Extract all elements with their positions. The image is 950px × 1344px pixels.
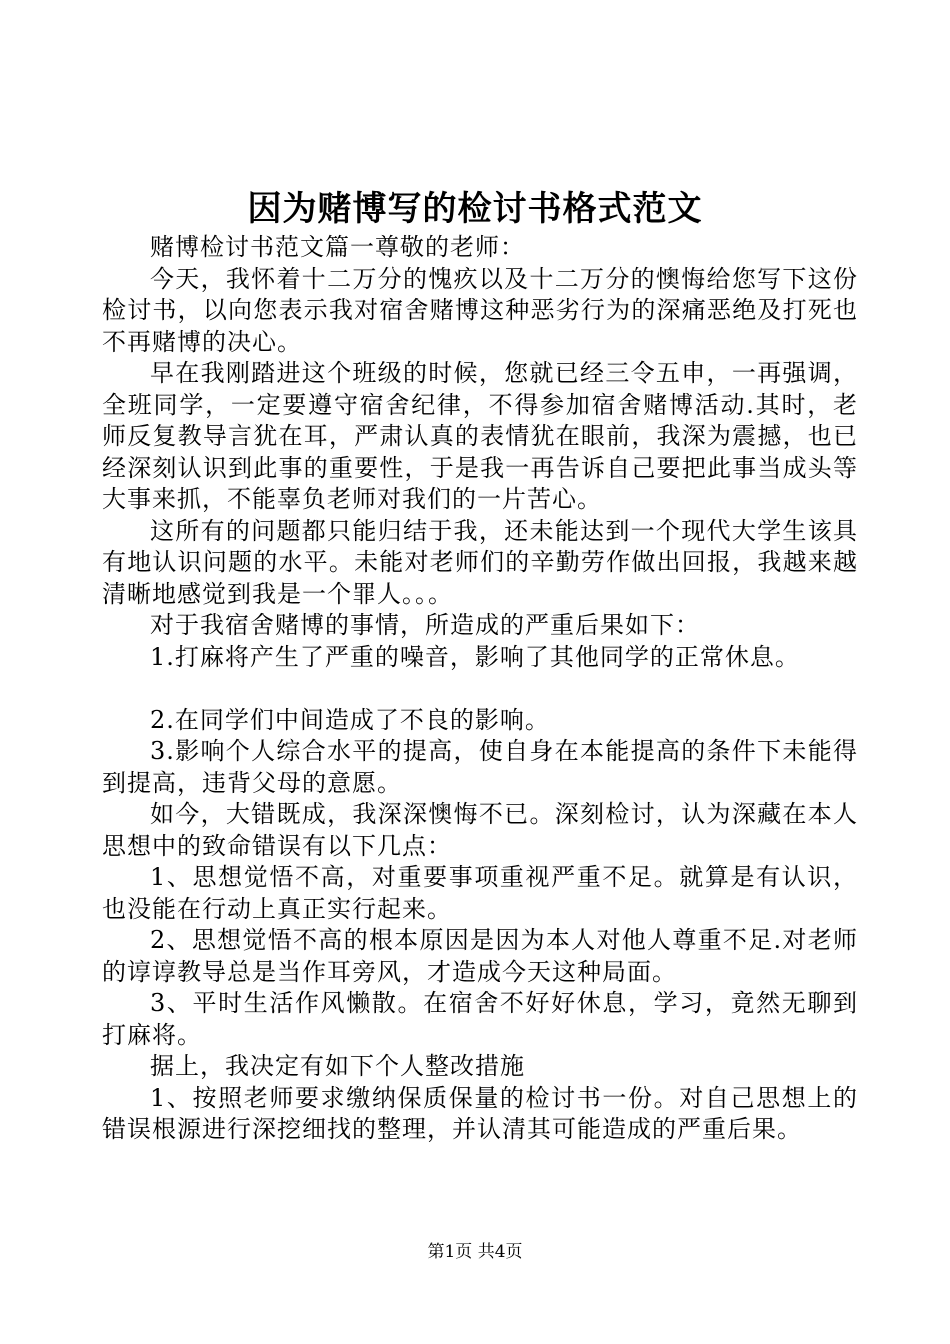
list-item: 3.影响个人综合水平的提高，使自身在本能提高的条件下未能得到提高，违背父母的意愿。	[102, 737, 858, 797]
paragraph: 据上，我决定有如下个人整改措施	[150, 1052, 525, 1080]
paragraph-salutation: 赌博检讨书范文篇一尊敬的老师：	[150, 233, 525, 261]
paragraph: 这所有的问题都只能归结于我，还未能达到一个现代大学生该具有地认识问题的水平。未能对老师们的辛勤劳作做出回报，我越来越清晰地感觉到我是一个罪人。。。	[102, 516, 858, 608]
list-item: 1、按照老师要求缴纳保质保量的检讨书一份。对自己思想上的错误根源进行深挖细找的整理，并认清其可能造成的严重后果。	[102, 1083, 858, 1143]
list-item: 1、思想觉悟不高，对重要事项重视严重不足。就算是有认识，也没能在行动上真正实行起来。	[102, 863, 858, 923]
list-item: 1.打麻将产生了严重的噪音，影响了其他同学的正常休息。	[150, 642, 800, 671]
document-title: 因为赌博写的检讨书格式范文	[247, 189, 703, 229]
page-indicator: 第1页 共4页	[427, 1242, 523, 1262]
paragraph: 今天，我怀着十二万分的愧疚以及十二万分的懊悔给您写下这份检讨书，以向您表示我对宿舍赌博这种恶劣行为的深痛恶绝及打死也不再赌博的决心。	[102, 264, 858, 356]
list-item: 2.在同学们中间造成了不良的影响。	[150, 705, 550, 734]
document-body	[102, 232, 858, 1146]
paragraph: 如今，大错既成，我深深懊悔不已。深刻检讨，认为深藏在本人思想中的致命错误有以下几点：	[102, 800, 858, 860]
paragraph: 早在我刚踏进这个班级的时候，您就已经三令五申，一再强调，全班同学，一定要遵守宿舍纪律，不得参加宿舍赌博活动.其时，老师反复教导言犹在耳，严肃认真的表情犹在眼前，我深为震撼，也已经深刻认识到此事的重要性，于是我一再告诉自己要把此事当成头等大事来抓，不能辜负老师对我们的一片苦心。	[102, 359, 858, 513]
list-item: 2、思想觉悟不高的根本原因是因为本人对他人尊重不足.对老师的谆谆教导总是当作耳旁风，才造成今天这种局面。	[102, 926, 858, 986]
paragraph: 对于我宿舍赌博的事情，所造成的严重后果如下：	[150, 611, 700, 639]
list-item: 3、平时生活作风懒散。在宿舍不好好休息，学习，竟然无聊到打麻将。	[102, 989, 858, 1049]
